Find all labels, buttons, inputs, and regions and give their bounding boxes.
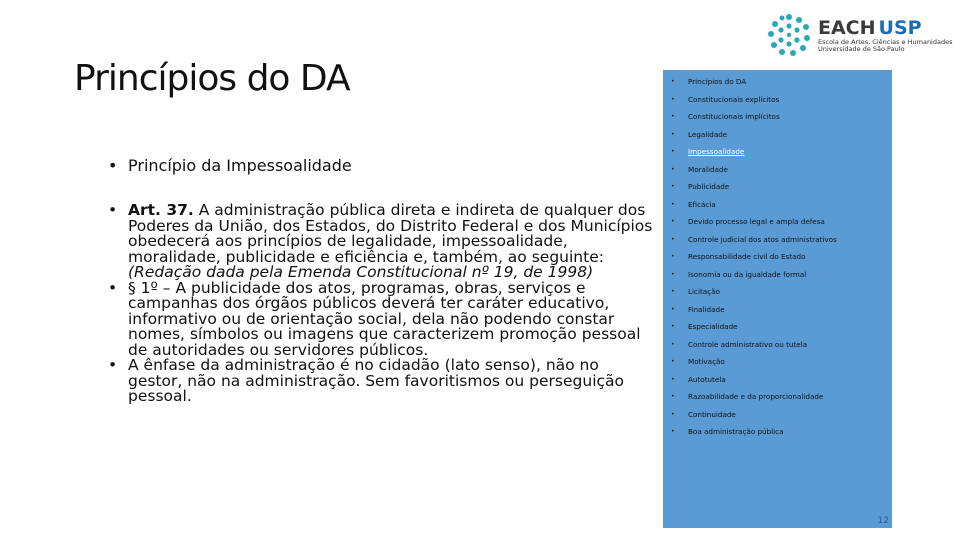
- bullet-glyph: •: [671, 235, 675, 243]
- sidebar-item[interactable]: [671, 406, 837, 424]
- sidebar-item-label: Legalidade: [688, 129, 728, 139]
- bullet-glyph: •: [671, 428, 675, 436]
- logo-subtitle-2: Universidade de São Paulo: [818, 45, 905, 53]
- sidebar-item-label: Controle administrativo ou tutela: [688, 339, 808, 349]
- sidebar-item[interactable]: [671, 161, 837, 179]
- sidebar-item-label: Constitucionais explícitos: [688, 94, 780, 104]
- each-logo-icon: [766, 12, 812, 58]
- logo-name: EACH: [818, 17, 876, 39]
- paragraph-text: § 1º – A publicidade dos atos, programas, obras, serviços e campanhas dos órgãos públicos deverá ter caráter educativo, informativo ou de orientação social, dela não podendo constar nomes, símbolos ou imagens que caracterizem promoção pessoal de autoridades ou servidores públicos.: [128, 278, 641, 359]
- bullet-glyph: •: [671, 323, 675, 331]
- sidebar-item-label: Razoabilidade e da proporcionalidade: [688, 392, 824, 402]
- sidebar-item[interactable]: [671, 371, 837, 389]
- paragraph-art-37: [108, 203, 658, 281]
- sidebar-item[interactable]: [671, 301, 837, 319]
- sidebar-item[interactable]: [671, 283, 837, 301]
- sidebar-item[interactable]: [671, 126, 837, 144]
- bullet-glyph: •: [671, 183, 675, 191]
- sidebar-item[interactable]: [671, 266, 837, 284]
- sidebar-item-label: Devido processo legal e ampla defesa: [688, 217, 825, 227]
- paragraph-enfase: [108, 358, 658, 405]
- principles-sidebar: [663, 70, 892, 528]
- sidebar-item-label: Responsabilidade civil do Estado: [688, 252, 806, 262]
- bullet-glyph: •: [108, 278, 118, 297]
- sidebar-item[interactable]: [671, 248, 837, 266]
- sidebar-item[interactable]: [671, 231, 837, 249]
- sidebar-item[interactable]: [671, 196, 837, 214]
- sidebar-item-label: Autotutela: [688, 374, 726, 384]
- sidebar-item-label: Publicidade: [688, 182, 730, 192]
- sidebar-item-label: Isonomia ou da igualdade formal: [688, 269, 807, 279]
- bullet-glyph: •: [671, 288, 675, 296]
- sidebar-item[interactable]: [671, 213, 837, 231]
- principles-list: [671, 73, 837, 441]
- sidebar-item-label: Constitucionais implícitos: [688, 112, 780, 122]
- bullet-glyph: •: [671, 305, 675, 313]
- bullet-glyph: •: [671, 95, 675, 103]
- sidebar-item[interactable]: [671, 423, 837, 441]
- sidebar-item[interactable]: [671, 73, 837, 91]
- bullet-glyph: •: [671, 78, 675, 86]
- article-text: A administração pública direta e indireta de qualquer dos Poderes da União, dos Estados, do Distrito Federal e dos Municípios obedecerá aos princípios de legalidade, impessoalidade, moralidade, publicidade e eficiência e, também, ao seguinte:: [128, 201, 653, 266]
- logo-usp: USP: [878, 17, 922, 39]
- bullet-glyph: •: [671, 200, 675, 208]
- principle-heading: [108, 158, 352, 174]
- sidebar-item-label: Finalidade: [688, 304, 725, 314]
- sidebar-item[interactable]: [671, 318, 837, 336]
- bullet-glyph: •: [671, 358, 675, 366]
- article-label: Art. 37.: [128, 201, 194, 219]
- logo-text: [818, 17, 953, 53]
- sidebar-item-label: Controle judicial dos atos administrativos: [688, 234, 837, 244]
- bullet-glyph: •: [671, 253, 675, 261]
- paragraph-text: A ênfase da administração é no cidadão (lato senso), não no gestor, não na administração. Sem favoritismos ou perseguição pessoal.: [128, 356, 624, 405]
- principle-heading-text: Princípio da Impessoalidade: [128, 156, 352, 175]
- bullet-glyph: •: [671, 270, 675, 278]
- sidebar-item[interactable]: [671, 108, 837, 126]
- sidebar-item[interactable]: [671, 178, 837, 196]
- bullet-glyph: •: [671, 393, 675, 401]
- sidebar-item-label: Especialidade: [688, 322, 738, 332]
- bullet-glyph: •: [671, 218, 675, 226]
- sidebar-item-label[interactable]: Impessoalidade: [688, 147, 745, 157]
- sidebar-item-label: Motivação: [688, 357, 725, 367]
- bullet-glyph: •: [671, 130, 675, 138]
- slide-body: [108, 203, 658, 405]
- sidebar-item-label: Boa administração pública: [688, 427, 784, 437]
- bullet-glyph: •: [108, 156, 118, 175]
- bullet-glyph: •: [671, 375, 675, 383]
- bullet-glyph: •: [108, 356, 118, 374]
- slide-title: Princípios do DA: [74, 58, 350, 99]
- sidebar-item[interactable]: [671, 353, 837, 371]
- sidebar-item-label: Moralidade: [688, 164, 728, 174]
- bullet-glyph: •: [671, 113, 675, 121]
- sidebar-item-label: Princípios do DA: [688, 77, 747, 87]
- sidebar-item[interactable]: [671, 388, 837, 406]
- sidebar-item[interactable]: [671, 336, 837, 354]
- bullet-glyph: •: [671, 165, 675, 173]
- page-number: 12: [877, 516, 889, 526]
- logo-subtitle-1: Escola de Artes, Ciências e Humanidades: [818, 38, 953, 46]
- paragraph-publicidade: [108, 278, 658, 359]
- each-usp-logo: [766, 12, 953, 58]
- sidebar-item-label: Eficácia: [688, 199, 716, 209]
- sidebar-item[interactable]: [671, 91, 837, 109]
- bullet-glyph: •: [671, 148, 675, 156]
- bullet-glyph: •: [671, 340, 675, 348]
- sidebar-item[interactable]: [671, 143, 837, 161]
- article-amendment-note: (Redação dada pela Emenda Constitucional nº 19, de 1998): [128, 263, 594, 281]
- bullet-glyph: •: [108, 201, 118, 219]
- sidebar-item-label: Licitação: [688, 287, 720, 297]
- bullet-glyph: •: [671, 410, 675, 418]
- sidebar-item-label: Continuidade: [688, 409, 736, 419]
